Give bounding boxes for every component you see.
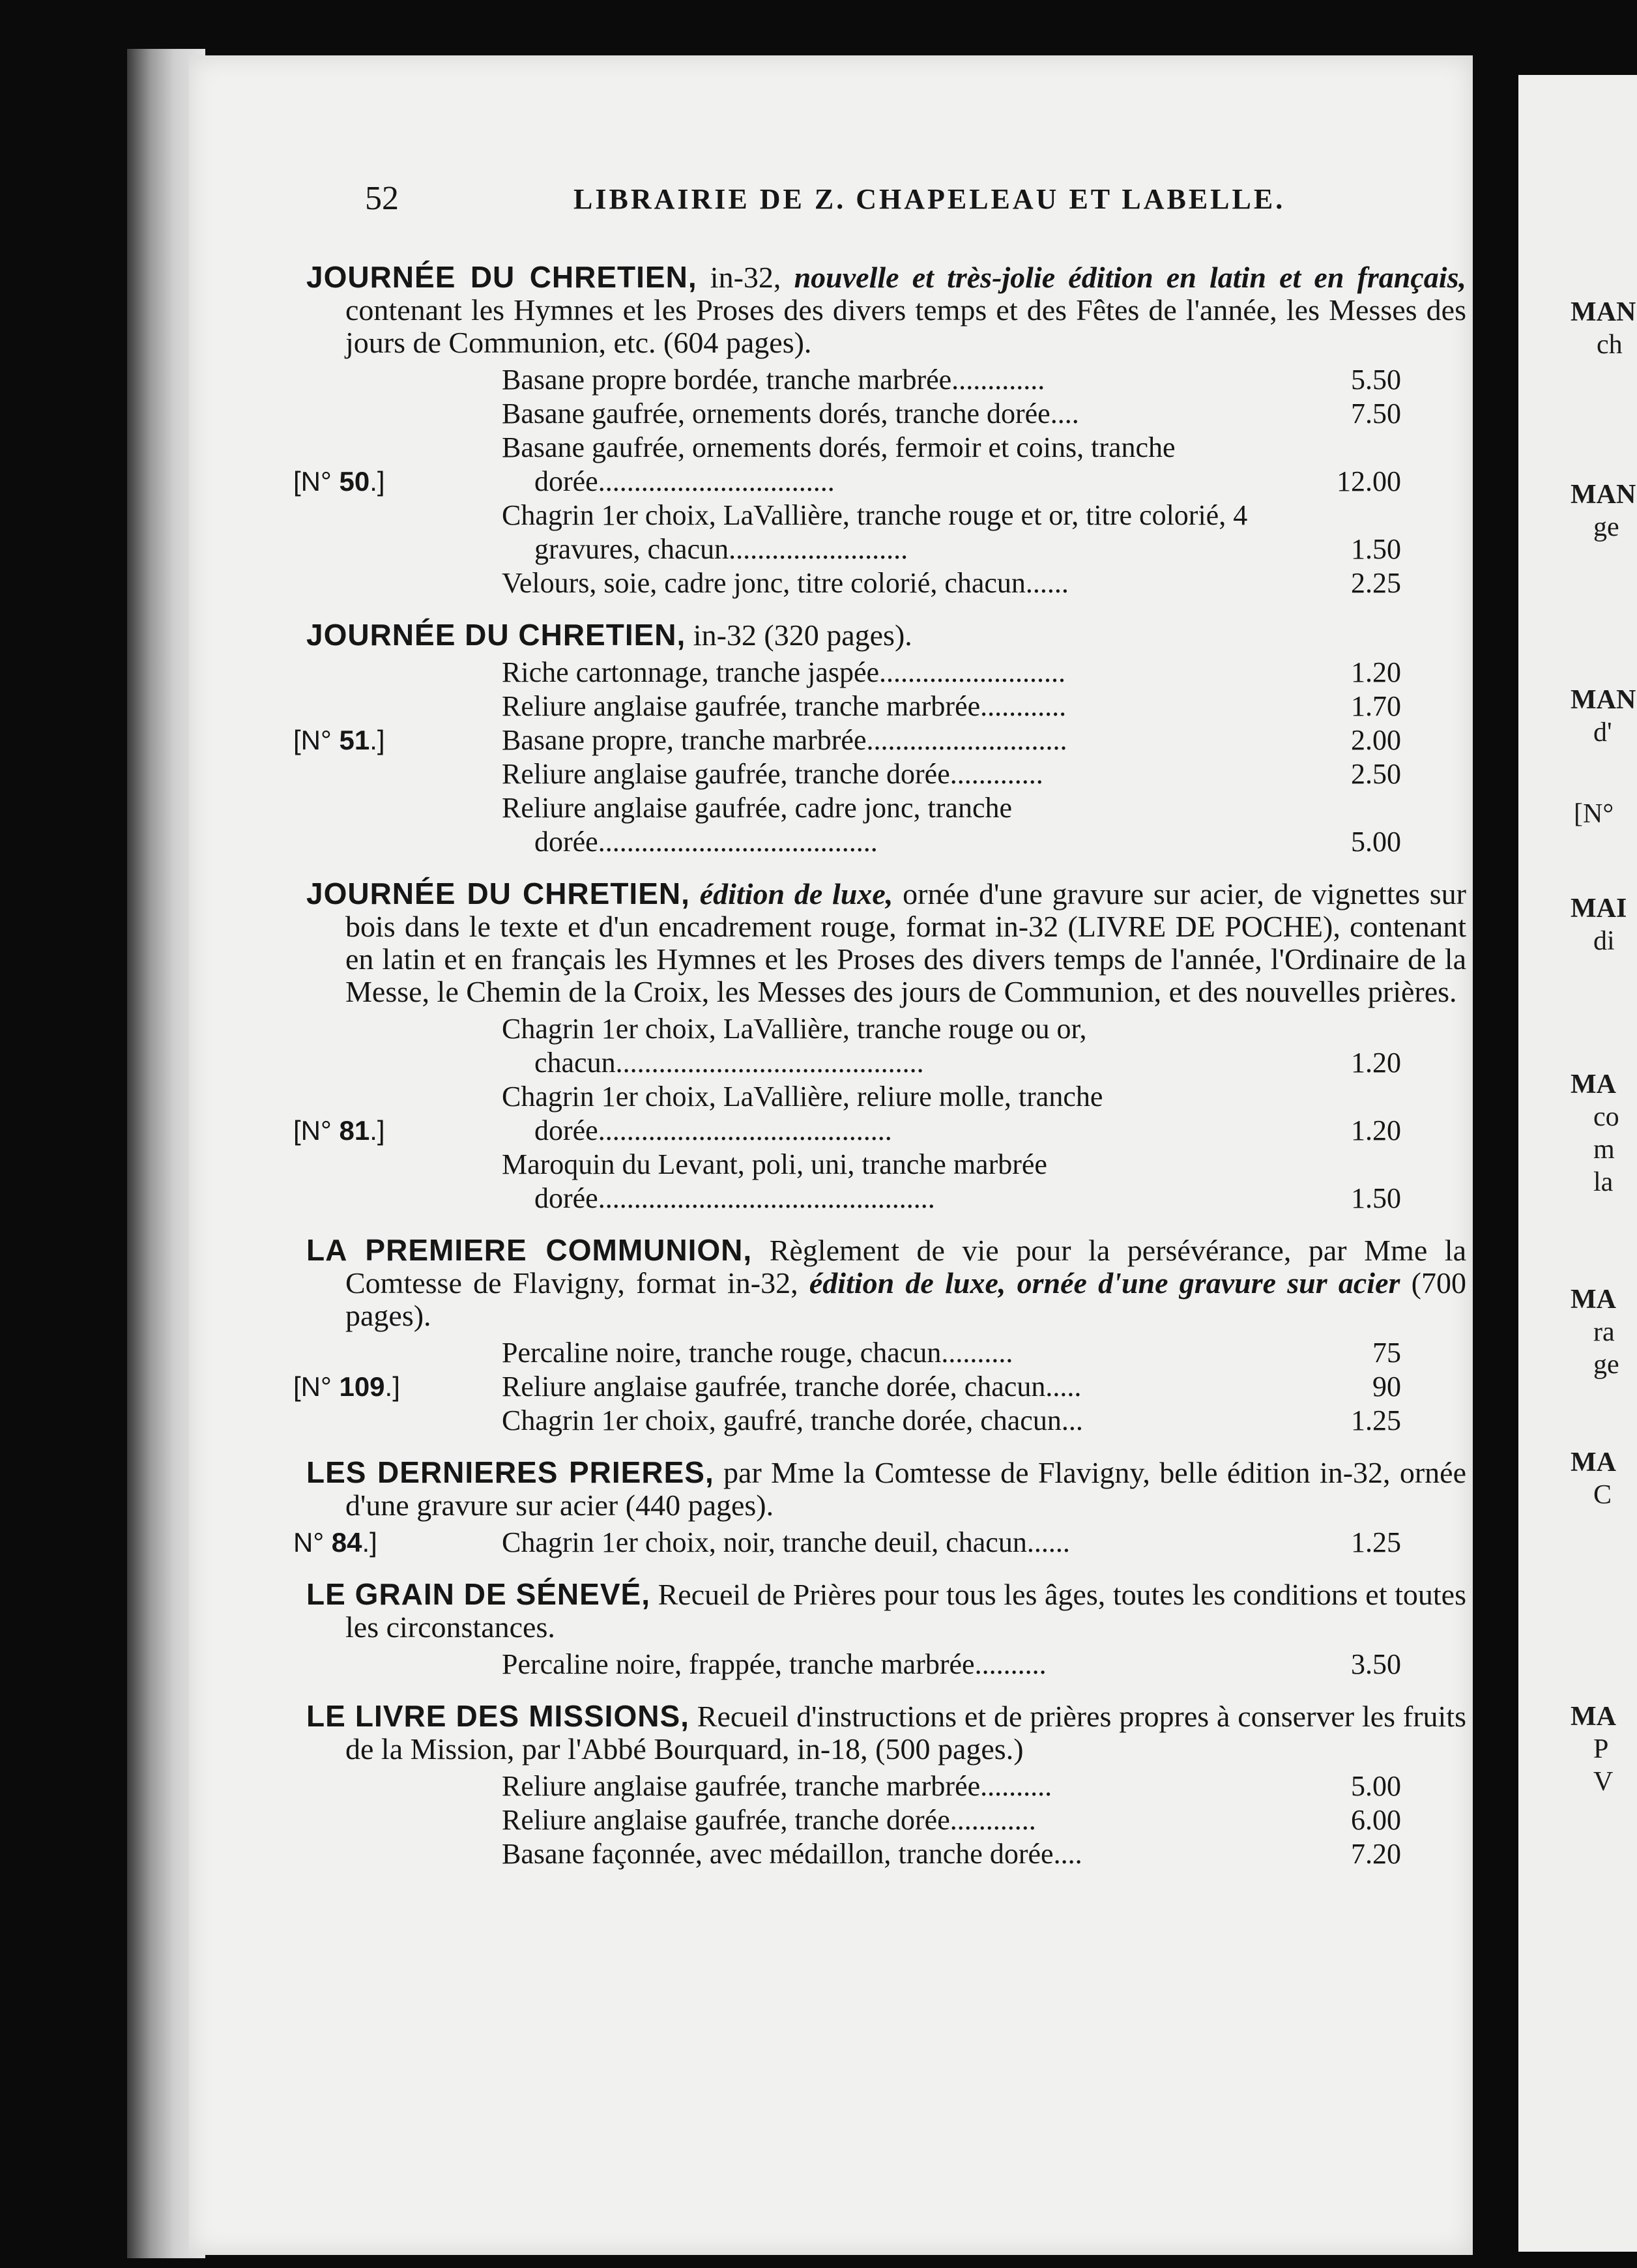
entry-title: LES DERNIERES PRIERES,: [306, 1455, 714, 1489]
binding-text: Basane propre, tranche marbrée: [502, 724, 867, 756]
price: 1.50: [1351, 533, 1401, 565]
dot-leader: .......................................: [598, 826, 878, 858]
binding-row: [293, 1080, 1466, 1148]
binding-text: Reliure anglaise gaufrée, tranche dorée: [502, 758, 950, 790]
page-number: 52: [365, 180, 399, 217]
dot-leader: ...........: [966, 364, 1045, 396]
binding-text: Chagrin 1er choix, LaVallière, tranche rouge et or, titre colorié, 4 gravures, chacun: [502, 499, 1248, 565]
binding-description: [502, 431, 1297, 499]
entry-text: (700 pages).: [345, 1266, 1466, 1332]
binding-description: [502, 1148, 1297, 1215]
entry-description: [306, 261, 1466, 359]
dot-leader: ....: [1050, 398, 1079, 429]
facing-page-text: MA: [1571, 1285, 1616, 1315]
catalogue-number-prefix: [N°: [293, 466, 340, 497]
entry-text: Règlement de vie pour la persévérance, par Mme la Comtesse de Flavigny, format in-32,: [345, 1234, 1466, 1300]
price: 6.00: [1351, 1804, 1401, 1836]
price: 1.20: [1351, 1114, 1401, 1146]
binding-description: [502, 499, 1297, 566]
entry-description: [306, 1234, 1466, 1332]
catalogue-number-suffix: .]: [369, 1115, 385, 1146]
entry-title: LE GRAIN DE SÉNEVÉ,: [306, 1577, 650, 1611]
binding-row: [293, 431, 1466, 499]
binding-text: Chagrin 1er choix, LaVallière, reliure molle, tranche dorée: [502, 1081, 1103, 1146]
catalogue-content: [293, 260, 1466, 1889]
binding-row: [306, 1648, 1466, 1681]
price: 1.20: [1351, 656, 1401, 688]
binding-text: Basane façonnée, avec médaillon, tranche dorée: [502, 1838, 1054, 1870]
price: 2.00: [1351, 724, 1401, 756]
dot-leader: ..........: [980, 1770, 1052, 1802]
entry-description: [306, 1700, 1466, 1766]
binding-description: [502, 363, 1297, 397]
entry-italic-text: nouvelle et très-jolie édition en latin et en français,: [794, 261, 1466, 294]
binding-text: Chagrin 1er choix, gaufré, tranche dorée, chacun: [502, 1404, 1062, 1436]
entry-description: [306, 1578, 1466, 1644]
binding-text: Riche cartonnage, tranche jaspée: [502, 656, 880, 688]
catalogue-number-prefix: [N°: [293, 725, 340, 755]
entry-text: contenant les Hymnes et les Proses des divers temps et des Fêtes de l'année, les Messes des jours de Communion, etc. (604 pages).: [345, 293, 1466, 359]
price: 1.25: [1351, 1404, 1401, 1436]
facing-page-text: d': [1593, 718, 1612, 748]
catalogue-number-suffix: .]: [369, 725, 385, 755]
facing-page-text: MAN: [1571, 685, 1636, 715]
binding-description: [502, 723, 1297, 757]
binding-description: [502, 1012, 1297, 1080]
price: 5.00: [1351, 1770, 1401, 1802]
binding-row: [306, 1012, 1466, 1080]
binding-row: [306, 397, 1466, 431]
dot-leader: .................................: [598, 465, 835, 497]
price: 1.25: [1351, 1526, 1401, 1558]
entry-title: JOURNÉE DU CHRETIEN,: [306, 877, 690, 910]
binding-row: [306, 1148, 1466, 1215]
price: 5.50: [1351, 364, 1401, 396]
binding-description: [502, 1837, 1297, 1871]
binding-list: [293, 1012, 1466, 1215]
catalogue-number: [293, 723, 450, 757]
catalogue-number: [293, 465, 450, 499]
binding-description: [502, 1080, 1297, 1148]
catalogue-number: [293, 1526, 450, 1560]
binding-row: [306, 757, 1466, 791]
catalogue-entry: [293, 877, 1466, 1215]
dot-leader: ..........: [941, 1337, 1013, 1369]
facing-page-text: co: [1593, 1102, 1619, 1132]
entry-text: in-32 (320 pages).: [686, 618, 912, 652]
facing-page-text: di: [1593, 926, 1615, 956]
binding-description: [502, 1404, 1297, 1438]
facing-page-text: MAN: [1571, 297, 1636, 327]
facing-page-text: ch: [1597, 330, 1623, 360]
price: 7.50: [1351, 398, 1401, 429]
binding-text: Chagrin 1er choix, LaVallière, tranche rouge ou or, chacun: [502, 1013, 1087, 1079]
facing-page-text: MA: [1571, 1069, 1616, 1099]
price: 7.20: [1351, 1838, 1401, 1870]
dot-leader: ......: [1025, 567, 1069, 599]
catalogue-entry: [293, 1233, 1466, 1438]
binding-row: [293, 1370, 1466, 1404]
dot-leader: ....: [1053, 1838, 1082, 1870]
binding-text: Velours, soie, cadre jonc, titre colorié, chacun: [502, 567, 1026, 599]
binding-row: [306, 791, 1466, 859]
catalogue-number: [293, 1114, 450, 1148]
catalogue-number-value: 84: [331, 1527, 362, 1558]
running-title: LIBRAIRIE DE Z. CHAPELEAU ET LABELLE.: [573, 183, 1286, 215]
catalogue-number-value: 51: [339, 725, 370, 755]
facing-page-text: ge: [1593, 1350, 1619, 1380]
binding-description: [502, 757, 1297, 791]
price: 2.25: [1351, 567, 1401, 599]
binding-row: [293, 723, 1466, 757]
binding-text: Basane gaufrée, ornements dorés, fermoir et coins, tranche dorée: [502, 431, 1176, 497]
binding-row: [306, 690, 1466, 723]
binding-row: [306, 1803, 1466, 1837]
binding-row: [306, 499, 1466, 566]
binding-description: [502, 656, 1297, 690]
price: 1.20: [1351, 1047, 1401, 1079]
binding-row: [306, 1837, 1466, 1871]
catalogue-number: [293, 1370, 450, 1404]
dot-leader: ............................: [866, 724, 1067, 756]
binding-text: Reliure anglaise gaufrée, tranche dorée: [502, 1804, 950, 1836]
binding-row: [306, 1769, 1466, 1803]
catalogue-number-value: 81: [339, 1115, 370, 1146]
catalogue-number-prefix: N°: [293, 1527, 332, 1558]
binding-list: [293, 1336, 1466, 1438]
entry-description: [306, 877, 1466, 1008]
price: 90: [1372, 1371, 1401, 1403]
binding-row: [306, 1404, 1466, 1438]
dot-leader: .........................................: [598, 1114, 892, 1146]
catalogue-entry: [293, 1455, 1466, 1560]
catalogue-number-suffix: .]: [369, 466, 385, 497]
catalogue-number-value: 50: [339, 466, 370, 497]
binding-row: [293, 1526, 1466, 1560]
entry-description: [306, 618, 1466, 652]
binding-text: Reliure anglaise gaufrée, cadre jonc, tranche dorée: [502, 792, 1013, 858]
binding-list: [306, 1648, 1466, 1681]
price: 12.00: [1337, 465, 1401, 497]
catalogue-entry: [293, 618, 1466, 859]
facing-page-text: MAI: [1571, 894, 1627, 923]
facing-page-text: ra: [1593, 1317, 1615, 1347]
binding-description: [502, 1769, 1297, 1803]
facing-page-text: MA: [1571, 1702, 1616, 1732]
catalogue-number-prefix: [N°: [293, 1371, 340, 1402]
binding-description: [502, 566, 1297, 600]
dot-leader: ......: [1026, 1526, 1070, 1558]
entry-description: [306, 1456, 1466, 1522]
binding-description: [502, 397, 1297, 431]
binding-text: Maroquin du Levant, poli, uni, tranche marbrée dorée: [502, 1148, 1047, 1214]
binding-description: [502, 690, 1297, 723]
entry-title: LE LIVRE DES MISSIONS,: [306, 1699, 689, 1733]
dot-leader: ............: [949, 1804, 1036, 1836]
entry-text: Recueil d'instructions et de prières propres à conserver les fruits de la Mission, par l'Abbé Bourquard, in-18, (500 pages.): [345, 1700, 1466, 1766]
catalogue-number-suffix: .]: [384, 1371, 400, 1402]
binding-text: Reliure anglaise gaufrée, tranche marbrée: [502, 690, 981, 722]
entry-title: JOURNÉE DU CHRETIEN,: [306, 618, 686, 652]
binding-description: [502, 791, 1297, 859]
binding-description: [502, 1803, 1297, 1837]
binding-description: [502, 1336, 1297, 1370]
entry-text: Recueil de Prières pour tous les âges, toutes les conditions et toutes les circonstances.: [345, 1578, 1466, 1644]
dot-leader: ..........: [974, 1648, 1047, 1680]
price: 75: [1372, 1337, 1401, 1369]
facing-page-text: V: [1593, 1767, 1614, 1797]
facing-page-text: MAN: [1571, 480, 1636, 510]
binding-list: [293, 1526, 1466, 1560]
price: 2.50: [1351, 758, 1401, 790]
entry-title: JOURNÉE DU CHRETIEN,: [306, 260, 697, 294]
facing-page-text: ge: [1593, 512, 1619, 542]
binding-row: [306, 566, 1466, 600]
catalogue-entry: [306, 1700, 1466, 1871]
entry-text: in-32,: [697, 261, 794, 294]
binding-description: [502, 1648, 1297, 1681]
dot-leader: ...............................................: [598, 1182, 935, 1214]
dot-leader: .....: [1045, 1371, 1082, 1403]
facing-page-fragment: [1518, 75, 1637, 2252]
catalogue-entry: [306, 1578, 1466, 1681]
dot-leader: ............: [980, 690, 1067, 722]
binding-text: Basane gaufrée, ornements dorés, tranche dorée: [502, 398, 1050, 429]
entry-title: LA PREMIERE COMMUNION,: [306, 1233, 753, 1267]
entry-text: ornée d'une gravure sur acier, de vignettes sur bois dans le texte et d'un encadrement rouge, format in-32 (LIVRE DE POCHE), contenant en latin et en français les Hymnes et les Proses des divers temps de l'année, l'Ordinaire de la Messe, le Chemin de la Croix, les Messes des jours de Communion, et des nouvelles prières.: [345, 877, 1466, 1008]
catalogue-number-value: 109: [339, 1371, 385, 1402]
entry-text: par Mme la Comtesse de Flavigny, belle édition in-32, ornée d'une gravure sur acier (440 pages).: [345, 1456, 1466, 1522]
dot-leader: ...........................................: [615, 1047, 924, 1079]
dot-leader: .........................: [729, 533, 908, 565]
facing-page-text: la: [1593, 1167, 1614, 1197]
dot-leader: ...: [1061, 1404, 1083, 1436]
catalogue-number-prefix: [N°: [293, 1115, 340, 1146]
facing-page-text: MA: [1571, 1447, 1616, 1477]
binding-text: Reliure anglaise gaufrée, tranche marbrée: [502, 1770, 981, 1802]
price: 3.50: [1351, 1648, 1401, 1680]
binding-list: [293, 363, 1466, 600]
dot-leader: ..........................: [879, 656, 1066, 688]
price: 5.00: [1351, 826, 1401, 858]
catalogue-entry: [293, 260, 1466, 600]
binding-description: [502, 1370, 1297, 1404]
entry-italic-text: édition de luxe, ornée d'une gravure sur acier: [809, 1266, 1400, 1300]
price: 1.50: [1351, 1182, 1401, 1214]
binding-row: [306, 656, 1466, 690]
binding-list: [306, 1769, 1466, 1871]
binding-text: Reliure anglaise gaufrée, tranche dorée, chacun: [502, 1371, 1046, 1403]
binding-list: [293, 656, 1466, 859]
facing-page-text: C: [1593, 1480, 1612, 1510]
binding-row: [306, 1336, 1466, 1370]
binding-text: Chagrin 1er choix, noir, tranche deuil, chacun: [502, 1526, 1027, 1558]
binding-text: Percaline noire, frappée, tranche marbrée: [502, 1648, 975, 1680]
binding-description: [502, 1526, 1297, 1560]
binding-text: Percaline noire, tranche rouge, chacun: [502, 1337, 942, 1369]
entry-italic-text: édition de luxe,: [699, 877, 893, 910]
facing-page-text: [N°: [1574, 799, 1614, 829]
facing-page-text: m: [1593, 1135, 1615, 1165]
entry-text: [690, 877, 700, 910]
price: 1.70: [1351, 690, 1401, 722]
catalogue-number-suffix: .]: [362, 1527, 377, 1558]
binding-text: Basane propre bordée, tranche marbrée..: [502, 364, 966, 396]
binding-row: [306, 363, 1466, 397]
dot-leader: .............: [949, 758, 1043, 790]
facing-page-text: P: [1593, 1734, 1609, 1764]
